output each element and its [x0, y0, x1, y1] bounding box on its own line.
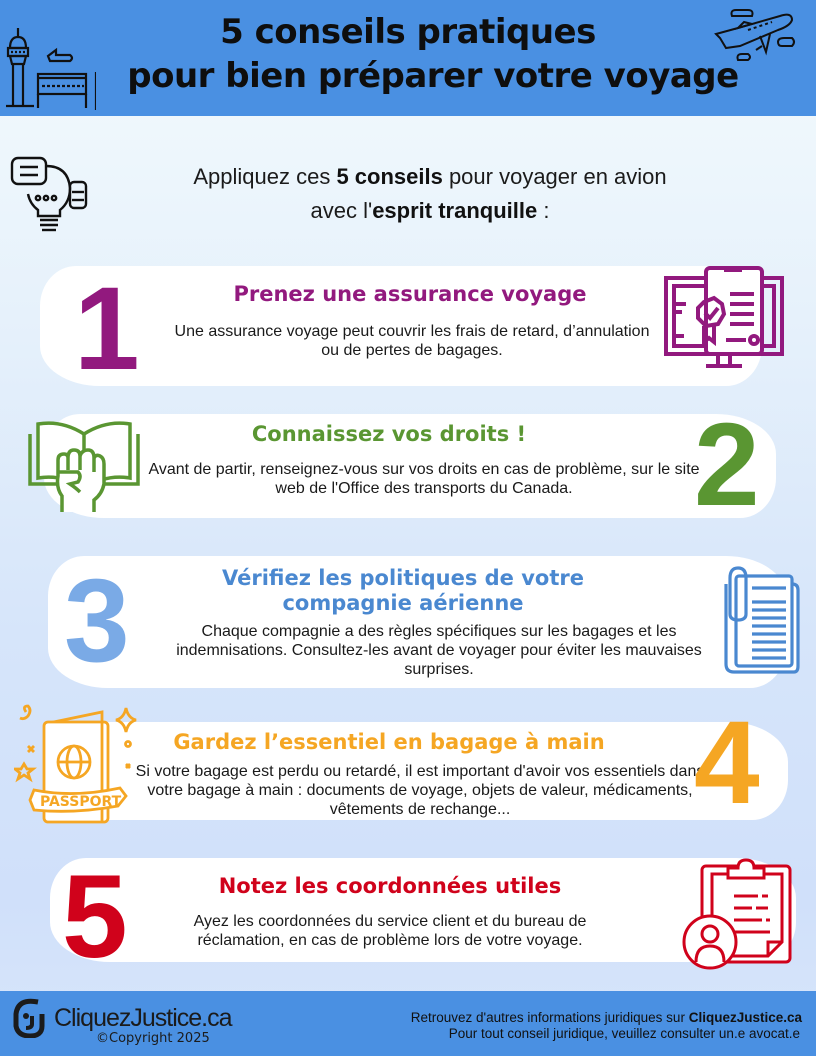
tip-card-1 — [40, 263, 762, 395]
footer — [0, 991, 816, 1056]
tip-title: Gardez l’essentiel en bagage à main — [173, 730, 605, 754]
tip-title: Prenez une assurance voyage — [233, 282, 587, 306]
tip-title: Notez les coordonnées utiles — [218, 874, 562, 898]
tip-title-line-1: Vérifiez les politiques de votre — [222, 566, 584, 590]
tip-title-line-2: compagnie aérienne — [282, 591, 524, 615]
intro-text-part: Appliquez ces — [193, 164, 337, 189]
tip-body: Si votre bagage est perdu ou retardé, il est important d'avoir vos essentiels dans votre bagage à main : documents de voyage, objets de valeur, médicaments, vêtements de rechange... — [135, 763, 705, 818]
tip-number: 4 — [694, 697, 756, 829]
tip-title: Connaissez vos droits ! — [251, 422, 527, 446]
intro-text — [100, 160, 760, 228]
title-line-2: pour bien préparer votre voyage — [127, 56, 739, 96]
footer-info — [411, 1010, 802, 1042]
tip-body: Une assurance voyage peut couvrir les frais de retard, d’annulation ou de pertes de bagages. — [174, 323, 650, 359]
logo-text[interactable]: CliquezJustice.ca — [54, 1004, 232, 1032]
page-title — [0, 10, 816, 98]
tip-card-3 — [48, 556, 786, 688]
passport-icon — [14, 704, 142, 828]
tip-body: Ayez les coordonnées du service client et du bureau de réclamation, en cas de problème lors de votre voyage. — [193, 913, 587, 949]
tip-title — [178, 566, 628, 616]
document-paperclip-icon — [716, 564, 802, 680]
intro-text-part: avec l' — [310, 198, 373, 223]
passport-label: PASSPORT — [40, 794, 122, 810]
insurance-certificate-monitor-icon — [662, 264, 786, 372]
intro-text-part: : — [537, 198, 550, 223]
title-line-1: 5 conseils pratiques — [220, 12, 596, 52]
footer-line-2: Pour tout conseil juridique, veuillez consulter un.e avocat.e — [448, 1026, 800, 1041]
copyright: ©Copyright 2025 — [96, 1031, 210, 1046]
tip-number: 3 — [64, 555, 126, 687]
clipboard-contact-icon — [682, 858, 794, 974]
book-raised-fist-icon — [26, 412, 142, 524]
intro-bold-esprit-tranquille: esprit tranquille — [372, 198, 538, 223]
intro-text-part: pour voyager en avion — [442, 164, 667, 189]
footer-site-link[interactable]: CliquezJustice.ca — [688, 1010, 802, 1025]
tip-card-4 — [44, 697, 788, 829]
tip-number: 1 — [74, 263, 136, 395]
tip-number: 5 — [62, 851, 124, 983]
tip-number: 2 — [694, 399, 756, 531]
lightbulb-chat-icon — [8, 154, 90, 234]
cliquezjustice-logo-icon — [12, 996, 46, 1038]
tip-body: Chaque compagnie a des règles spécifiques sur les bagages et les indemnisations. Consultez-les avant de voyager pour éviter les mauvaises surprises. — [176, 623, 702, 678]
header-banner — [0, 0, 816, 116]
footer-line-1: Retrouvez d'autres informations juridiques sur — [410, 1010, 689, 1025]
tip-body: Avant de partir, renseignez-vous sur vos droits en cas de problème, sur le site web de l'Office des transports du Canada. — [148, 461, 700, 497]
tip-card-2 — [44, 399, 776, 531]
intro-bold-5-conseils: 5 conseils — [336, 164, 443, 189]
airplane-takeoff-icon — [708, 2, 804, 62]
